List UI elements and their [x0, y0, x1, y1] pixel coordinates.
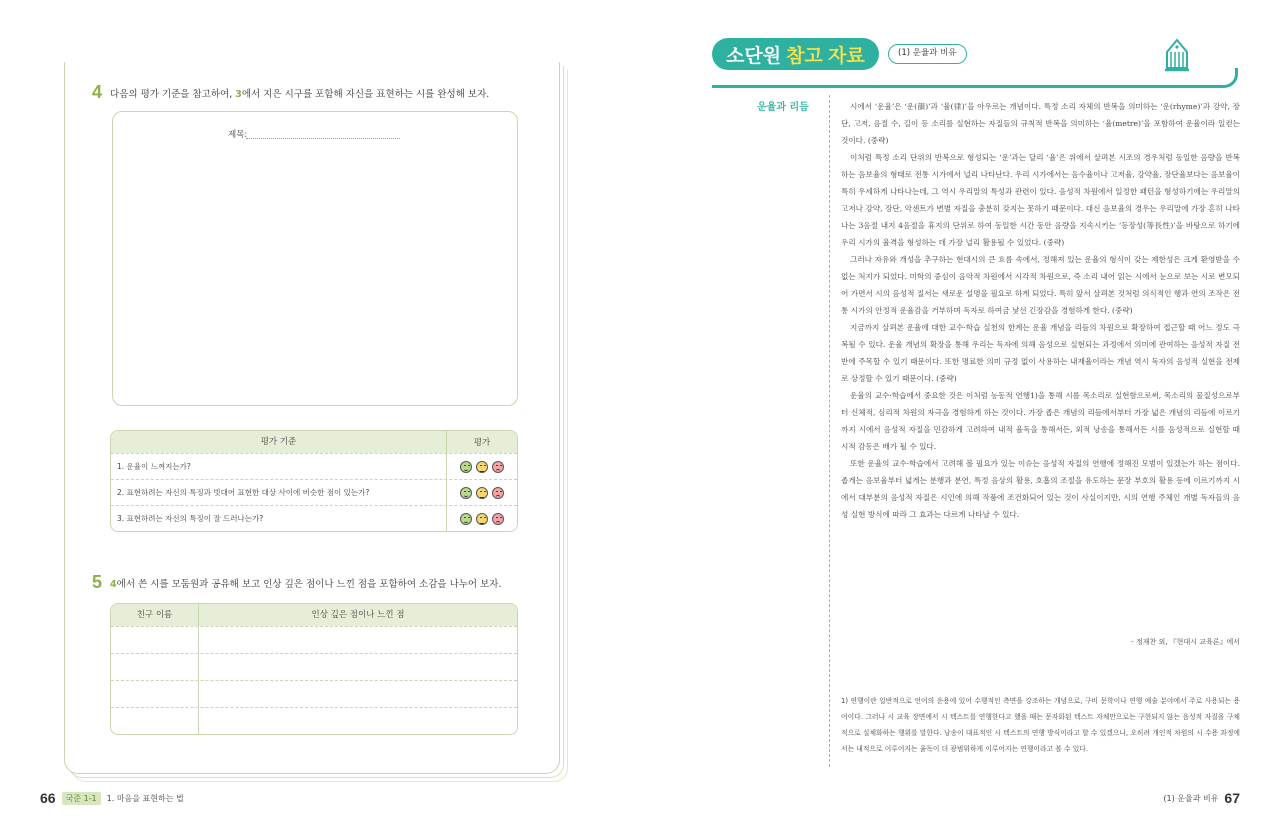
paragraph: 그러나 자유와 개성을 추구하는 현대시의 큰 흐름 속에서, 정해져 있는 운율의 형식이 갖는 제한성은 크게 환영받을 수 없는 처지가 되었다. 미학의 중심이 음악적 차원에서 시각적 차원으로, 즉 소리 내어 읽는 시에서 눈으로 보는 시로 변모되어 가면서 시의 음성적 질서는 새로운 설명을 필요로 하게 되었다. 특히 앞서 살펴본 것처럼 의식적인 행과 연의 조작은 전통 시가의 안정적 운율감을 거부하며 독자로 하여금 낯선 긴장감을 경험하게 한다. (중략)	[841, 255, 1240, 315]
poem-writing-area[interactable]	[112, 111, 518, 406]
poem-title-label: 제목:	[228, 130, 248, 140]
frown-face-icon[interactable]	[492, 461, 504, 473]
page-number: 66	[40, 790, 56, 806]
table-row	[111, 707, 517, 734]
course-badge: 국준 1-1	[62, 792, 101, 805]
right-page-footer	[1163, 790, 1240, 806]
question-number: 5	[92, 572, 103, 592]
frown-face-icon[interactable]	[492, 513, 504, 525]
column-divider	[829, 95, 830, 767]
pen-nib-icon	[1162, 38, 1192, 74]
impression-header: 인상 깊은 점이나 느낀 점	[311, 610, 405, 620]
chapter-title: 1. 마음을 표현하는 법	[106, 793, 184, 803]
table-row	[111, 626, 517, 653]
friend-name-header: 친구 이름	[111, 604, 199, 626]
smile-face-icon[interactable]	[460, 487, 472, 499]
paragraph: 또한 운율의 교수·학습에서 고려해 볼 필요가 있는 이슈는 음성적 자질의 연행에 정해진 모범이 있겠는가 하는 점이다. 좁게는 음보율부터 넓게는 분행과 분연, 특정 음상의 활용, 호흡의 조절을 유도하는 문장 부호의 활용 등에 이르기까지 시에서 대부분의 음성적 자질은 시인에 의해 작품에 조건화되어 있는 것이 사실이지만, 시의 연행 주체인 개별 독자들의 음성 실현 방식에 따라 그 효과는 다르게 나타날 수 있다.	[841, 459, 1240, 519]
friend-name-cell[interactable]	[111, 681, 199, 707]
banner-title: 소단원	[726, 45, 782, 67]
banner-rule	[712, 68, 1238, 88]
chapter-title: (1) 운율과 비유	[1163, 793, 1219, 803]
frown-face-icon[interactable]	[492, 487, 504, 499]
table-row	[111, 453, 517, 479]
table-row	[111, 479, 517, 505]
banner-subtitle: (1) 운율과 비유	[888, 44, 967, 64]
smile-face-icon[interactable]	[460, 461, 472, 473]
table-header	[111, 431, 517, 453]
question-5	[92, 572, 502, 593]
smile-face-icon[interactable]	[460, 513, 472, 525]
neutral-face-icon[interactable]	[476, 513, 488, 525]
rating-faces	[447, 461, 517, 473]
criteria-cell: 2. 표현하려는 자신의 특징과 빗대어 표현한 대상 사이에 비슷한 점이 있는가?	[111, 480, 447, 505]
friend-impression-table	[110, 603, 518, 735]
paragraph: 시에서 ‘운율’은 ‘운(韻)’과 ‘율(律)’을 아우르는 개념이다. 특정 소리 자체의 반복을 의미하는 ‘운(rhyme)’과 강약, 장단, 고저, 음절 수, 길이 등 소리를 실현하는 자질들의 규칙적 반복을 의미하는 ‘율(metre)’을 포함하여 운율이라 일컫는 것이다. (중략)	[841, 102, 1240, 145]
paragraph: 지금까지 살펴본 운율에 대한 교수·학습 실천의 한계는 운율 개념을 리듬의 차원으로 확장하여 접근할 때 어느 정도 극복될 수 있다. 운율 개념의 확장을 통해 우리는 독자에 의해 음성으로 실현되는 과정에서 의미에 관여하는 음성적 자질 전반에 주목할 수 있기 때문이다. 또한 명료한 의미 규정 없이 사용하는 내재율이라는 개념 역시 독자의 음성적 실현을 전제로 상정할 수 있기 때문이다. (중략)	[841, 323, 1240, 383]
rating-faces	[447, 513, 517, 525]
paragraph: 이처럼 특정 소리 단위의 반복으로 형성되는 ‘운’과는 달리 ‘율’은 위에서 살펴본 시조의 경우처럼 동일한 음량을 반복하는 음보율의 형태로 전통 시가에서 널리 나타난다. 우리 시가에서는 음수율이나 고저율, 강약율, 장단율보다는 음보율이 특히 우세하게 나타나는데, 그 역시 우리말의 특성과 관련이 있다. 음성적 차원에서 일정한 패턴을 형성하기에는 우리말의 고저나 강약, 장단, 악센트가 변별 자질을 충분히 갖지는 못하기 때문이다. 대신 음보율의 경우는 우리말에 가장 흔히 나타나는 3음절 내지 4음절을 휴지의 단위로 하여 동일한 시간 동안 음량을 지속시키는 ‘등장성(等長性)’을 바탕으로 하기에 우리 시가의 율격을 형성하는 데 가장 널리 활용될 수 있었다. (중략)	[841, 153, 1240, 247]
poem-title-line[interactable]	[246, 138, 400, 139]
table-row	[111, 505, 517, 531]
neutral-face-icon[interactable]	[476, 461, 488, 473]
criteria-cell: 3. 표현하려는 자신의 특징이 잘 드러나는가?	[111, 506, 447, 531]
rating-header: 평가	[473, 438, 491, 448]
rating-faces	[447, 487, 517, 499]
question-text: 다음의 평가 기준을 참고하여, 3에서 지은 시구를 포함해 자신을 표현하는 시를 완성해 보자.	[110, 88, 490, 100]
section-banner	[712, 38, 879, 70]
question-number: 4	[92, 82, 103, 102]
side-heading: 운율과 리듬	[757, 102, 809, 113]
page-number: 67	[1224, 790, 1240, 806]
friend-name-cell[interactable]	[111, 708, 199, 734]
neutral-face-icon[interactable]	[476, 487, 488, 499]
table-row	[111, 653, 517, 680]
left-page-footer	[40, 790, 184, 806]
impression-cell[interactable]	[199, 681, 517, 707]
footnote: 1) 연행이란 일반적으로 언어의 운용에 있어 수행적인 측면을 강조하는 개념으로, 구비 문학이나 연행 예술 분야에서 주로 사용되는 용어이다. 그러나 시 교육 장면에서 시 텍스트를 연행한다고 했을 때는 문자화된 텍스트 자체만으로는 구현되지 않는 음성적 자질을 구체적으로 실체화하는 행위를 말한다. 낭송이 대표적인 시 텍스트의 연행 방식이라고 할 수 있겠으나, 오히려 개인적 차원의 시 수용 과정에서는 내적으로 이루어지는 율독이 더 광범위하게 이루어지는 연행이라고 볼 수 있다.	[841, 697, 1240, 753]
criteria-cell: 1. 운율이 느껴지는가?	[111, 454, 447, 479]
impression-cell[interactable]	[199, 654, 517, 680]
friend-name-cell[interactable]	[111, 627, 199, 653]
source-citation: - 정재찬 외, 『현대시 교육론』에서	[1131, 638, 1240, 646]
table-header	[111, 604, 517, 626]
friend-name-cell[interactable]	[111, 654, 199, 680]
paragraph: 운율의 교수·학습에서 중요한 것은 이처럼 능동적 연행1)을 통해 시를 목소리로 실현함으로써, 목소리의 물질성으로부터 신체적, 심리적 차원의 자극을 경험하게 하는 것이다. 가장 좁은 개념의 리듬에서부터 가장 넓은 개념의 리듬에 이르기까지 시에서 음성적 자질을 민감하게 고려하여 내적 율독을 통해서든, 외적 낭송을 통해서든 시를 음성적으로 실현할 때 시적 감동은 배가 될 수 있다.	[841, 391, 1240, 451]
evaluation-table	[110, 430, 518, 532]
impression-cell[interactable]	[199, 627, 517, 653]
criteria-header: 평가 기준	[111, 431, 447, 453]
impression-cell[interactable]	[199, 708, 517, 734]
question-4	[92, 82, 489, 103]
reference-text	[841, 98, 1240, 523]
banner-highlight: 참고 자료	[786, 45, 865, 67]
question-text: 4에서 쓴 시를 모둠원과 공유해 보고 인상 깊은 점이나 느낀 점을 포함하여 소감을 나누어 보자.	[110, 578, 502, 590]
table-row	[111, 680, 517, 707]
